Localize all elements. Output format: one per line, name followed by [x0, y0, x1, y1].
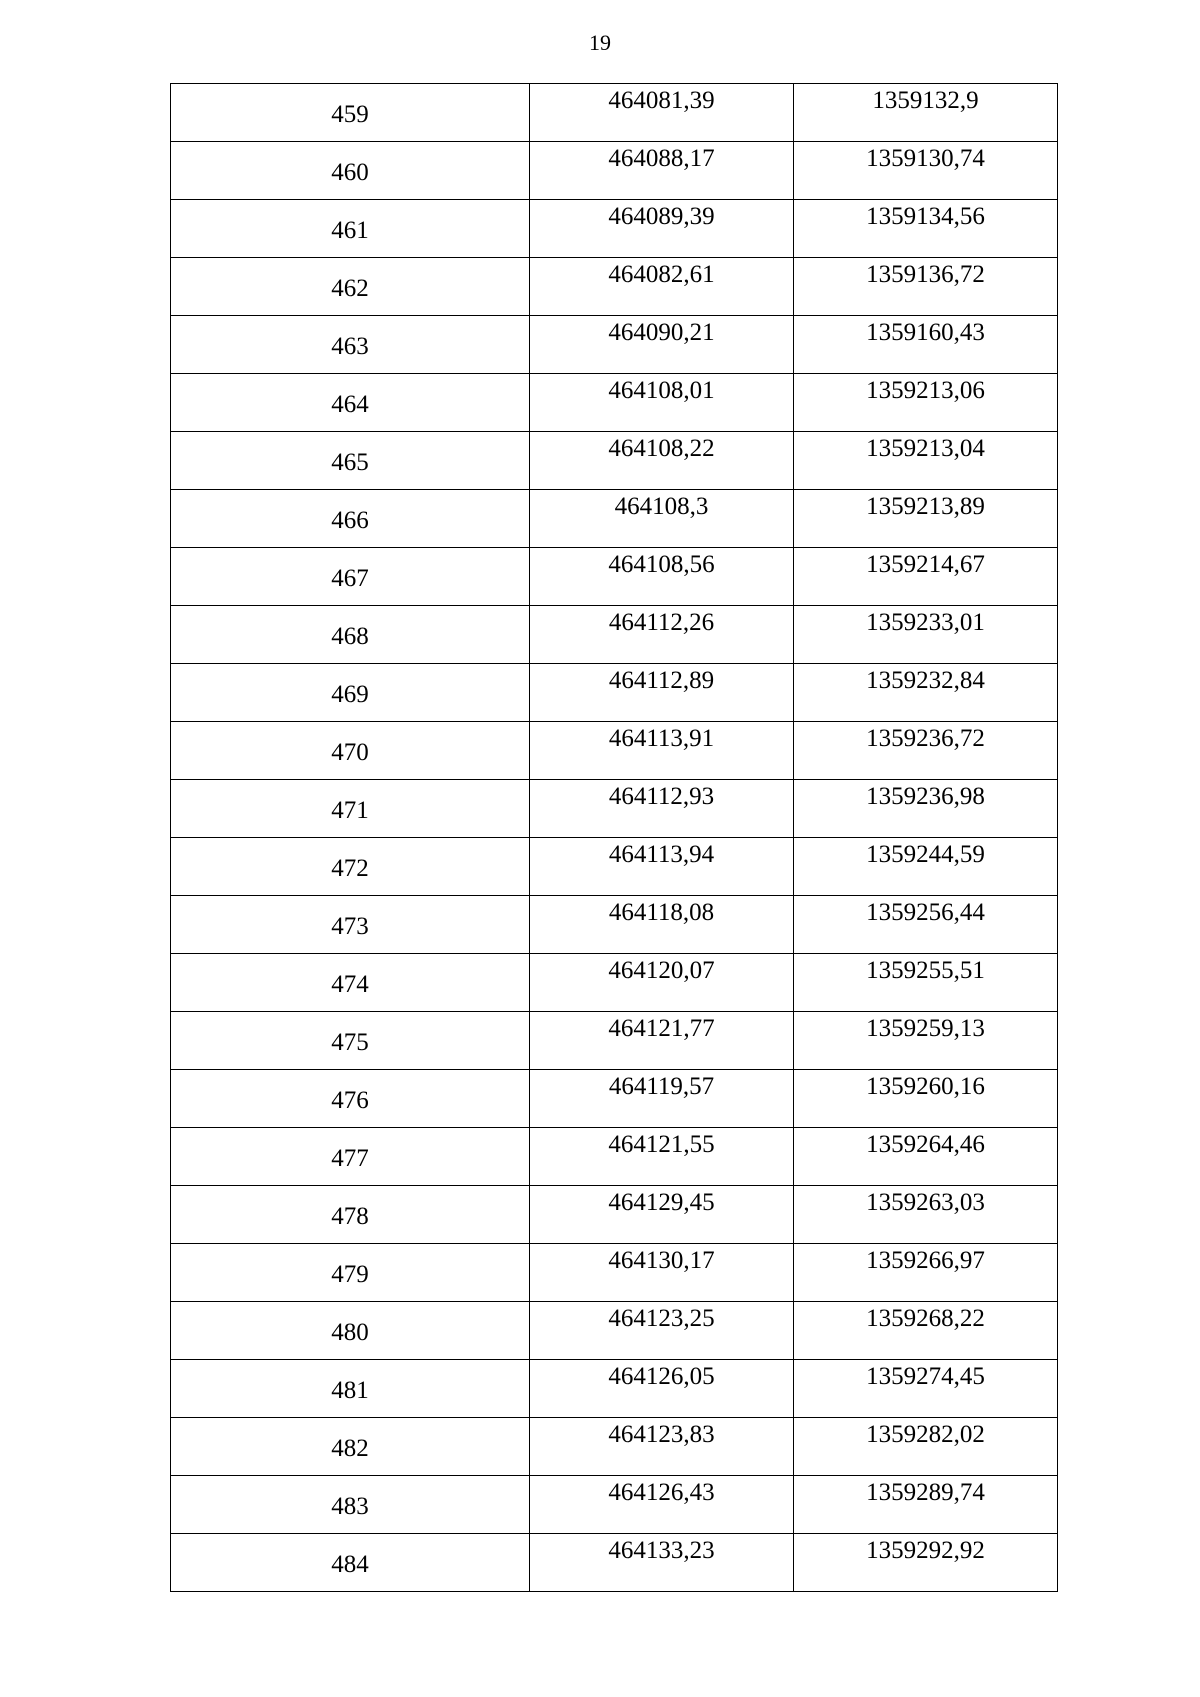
- y-coordinate-cell: 1359213,89: [794, 490, 1058, 548]
- table-row: [171, 606, 1058, 664]
- table-row: [171, 432, 1058, 490]
- x-coordinate-cell: 464126,43: [530, 1476, 794, 1534]
- point-number-cell: 481: [171, 1360, 530, 1418]
- y-coordinate-cell: 1359232,84: [794, 664, 1058, 722]
- table-row: [171, 548, 1058, 606]
- table-row: [171, 664, 1058, 722]
- y-coordinate-cell: 1359134,56: [794, 200, 1058, 258]
- y-coordinate-cell: 1359292,92: [794, 1534, 1058, 1592]
- x-coordinate-cell: 464123,25: [530, 1302, 794, 1360]
- x-coordinate-cell: 464112,26: [530, 606, 794, 664]
- point-number-cell: 461: [171, 200, 530, 258]
- x-coordinate-cell: 464113,91: [530, 722, 794, 780]
- y-coordinate-cell: 1359266,97: [794, 1244, 1058, 1302]
- y-coordinate-cell: 1359214,67: [794, 548, 1058, 606]
- table-row: [171, 84, 1058, 142]
- page-number: 19: [589, 30, 611, 55]
- table-row: [171, 490, 1058, 548]
- point-number-cell: 463: [171, 316, 530, 374]
- point-number-cell: 467: [171, 548, 530, 606]
- point-number-cell: 478: [171, 1186, 530, 1244]
- x-coordinate-cell: 464090,21: [530, 316, 794, 374]
- y-coordinate-cell: 1359160,43: [794, 316, 1058, 374]
- y-coordinate-cell: 1359136,72: [794, 258, 1058, 316]
- point-number-cell: 472: [171, 838, 530, 896]
- point-number-cell: 471: [171, 780, 530, 838]
- y-coordinate-cell: 1359132,9: [794, 84, 1058, 142]
- x-coordinate-cell: 464133,23: [530, 1534, 794, 1592]
- point-number-cell: 474: [171, 954, 530, 1012]
- point-number-cell: 477: [171, 1128, 530, 1186]
- x-coordinate-cell: 464119,57: [530, 1070, 794, 1128]
- x-coordinate-cell: 464108,22: [530, 432, 794, 490]
- point-number-cell: 484: [171, 1534, 530, 1592]
- table-row: [171, 1128, 1058, 1186]
- table-row: [171, 1418, 1058, 1476]
- table-row: [171, 1534, 1058, 1592]
- y-coordinate-cell: 1359264,46: [794, 1128, 1058, 1186]
- table-row: [171, 200, 1058, 258]
- point-number-cell: 476: [171, 1070, 530, 1128]
- table-row: [171, 838, 1058, 896]
- x-coordinate-cell: 464081,39: [530, 84, 794, 142]
- table-row: [171, 142, 1058, 200]
- x-coordinate-cell: 464130,17: [530, 1244, 794, 1302]
- table-row: [171, 896, 1058, 954]
- table-row: [171, 780, 1058, 838]
- point-number-cell: 483: [171, 1476, 530, 1534]
- y-coordinate-cell: 1359236,98: [794, 780, 1058, 838]
- table-row: [171, 722, 1058, 780]
- point-number-cell: 460: [171, 142, 530, 200]
- x-coordinate-cell: 464121,55: [530, 1128, 794, 1186]
- x-coordinate-cell: 464112,89: [530, 664, 794, 722]
- x-coordinate-cell: 464118,08: [530, 896, 794, 954]
- table-row: [171, 1244, 1058, 1302]
- table-row: [171, 1012, 1058, 1070]
- x-coordinate-cell: 464129,45: [530, 1186, 794, 1244]
- x-coordinate-cell: 464120,07: [530, 954, 794, 1012]
- y-coordinate-cell: 1359255,51: [794, 954, 1058, 1012]
- point-number-cell: 470: [171, 722, 530, 780]
- y-coordinate-cell: 1359282,02: [794, 1418, 1058, 1476]
- point-number-cell: 466: [171, 490, 530, 548]
- y-coordinate-cell: 1359289,74: [794, 1476, 1058, 1534]
- table-row: [171, 258, 1058, 316]
- table-row: [171, 316, 1058, 374]
- x-coordinate-cell: 464108,01: [530, 374, 794, 432]
- x-coordinate-cell: 464088,17: [530, 142, 794, 200]
- x-coordinate-cell: 464126,05: [530, 1360, 794, 1418]
- y-coordinate-cell: 1359274,45: [794, 1360, 1058, 1418]
- point-number-cell: 459: [171, 84, 530, 142]
- point-number-cell: 465: [171, 432, 530, 490]
- point-number-cell: 464: [171, 374, 530, 432]
- point-number-cell: 479: [171, 1244, 530, 1302]
- table-row: [171, 954, 1058, 1012]
- x-coordinate-cell: 464108,56: [530, 548, 794, 606]
- table-row: [171, 374, 1058, 432]
- table-row: [171, 1302, 1058, 1360]
- table-row: [171, 1360, 1058, 1418]
- y-coordinate-cell: 1359213,04: [794, 432, 1058, 490]
- x-coordinate-cell: 464089,39: [530, 200, 794, 258]
- x-coordinate-cell: 464108,3: [530, 490, 794, 548]
- table-row: [171, 1186, 1058, 1244]
- y-coordinate-cell: 1359256,44: [794, 896, 1058, 954]
- y-coordinate-cell: 1359213,06: [794, 374, 1058, 432]
- y-coordinate-cell: 1359260,16: [794, 1070, 1058, 1128]
- coordinates-table-body: [171, 84, 1058, 1592]
- point-number-cell: 482: [171, 1418, 530, 1476]
- point-number-cell: 462: [171, 258, 530, 316]
- point-number-cell: 480: [171, 1302, 530, 1360]
- table-row: [171, 1476, 1058, 1534]
- table-row: [171, 1070, 1058, 1128]
- y-coordinate-cell: 1359263,03: [794, 1186, 1058, 1244]
- x-coordinate-cell: 464082,61: [530, 258, 794, 316]
- y-coordinate-cell: 1359244,59: [794, 838, 1058, 896]
- x-coordinate-cell: 464113,94: [530, 838, 794, 896]
- point-number-cell: 473: [171, 896, 530, 954]
- point-number-cell: 468: [171, 606, 530, 664]
- point-number-cell: 475: [171, 1012, 530, 1070]
- y-coordinate-cell: 1359259,13: [794, 1012, 1058, 1070]
- x-coordinate-cell: 464112,93: [530, 780, 794, 838]
- coordinates-table: [170, 83, 1058, 1592]
- y-coordinate-cell: 1359268,22: [794, 1302, 1058, 1360]
- x-coordinate-cell: 464121,77: [530, 1012, 794, 1070]
- y-coordinate-cell: 1359236,72: [794, 722, 1058, 780]
- y-coordinate-cell: 1359233,01: [794, 606, 1058, 664]
- point-number-cell: 469: [171, 664, 530, 722]
- x-coordinate-cell: 464123,83: [530, 1418, 794, 1476]
- y-coordinate-cell: 1359130,74: [794, 142, 1058, 200]
